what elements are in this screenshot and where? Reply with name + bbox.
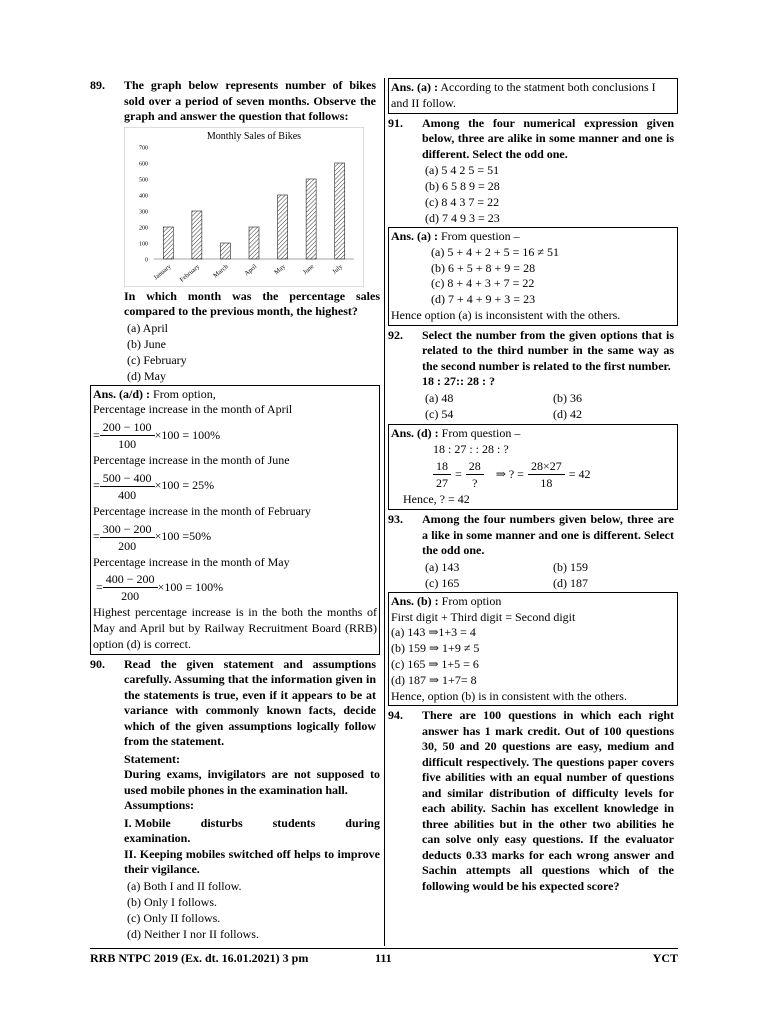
- option[interactable]: (a) 143: [425, 559, 460, 574]
- numerator: 300 − 200: [100, 521, 155, 538]
- question-text: Select the number from the given options that is related to the third number in the same way as the second number is related to the first number.: [422, 327, 674, 373]
- answer-conclusion: Hence, ? = 42: [403, 492, 470, 507]
- formula-april: = $\frac{200 - 100}{100}$ ×100 = 100%: [93, 420, 221, 452]
- equals-sign: =: [455, 467, 462, 482]
- question-89-prompt: In which month was the percentage sales compared to the previous month, the highest?: [124, 288, 380, 318]
- question-text: Read the given statement and assumptions carefully. Assuming that the information given in the statements is true, even if it appears to be at variance with commonly known facts, decide which of the given assumptions logically follow from the statement.: [124, 656, 376, 749]
- option[interactable]: (d) May: [127, 368, 166, 383]
- option[interactable]: (a) 5 4 2 5 = 51: [425, 163, 500, 178]
- answer-label: Ans. (a/d) :: [93, 386, 151, 401]
- answer-label: Ans. (a) :: [391, 229, 438, 244]
- answer-intro: From question –: [438, 229, 520, 244]
- options-91: [388, 162, 678, 226]
- assumptions-heading: Assumptions:: [124, 798, 195, 813]
- answer-line: (b) 159 ⇒ 1+9 ≠ 5: [391, 641, 480, 656]
- option[interactable]: (d) 187: [553, 575, 588, 590]
- footer-exam-name: RRB NTPC 2019 (Ex. dt. 16.01.2021) 3 pm: [90, 951, 309, 965]
- bar-april: [249, 227, 259, 259]
- answer-intro: From option: [438, 593, 502, 608]
- formula-result: ×100 = 100%: [154, 427, 221, 442]
- numerator: 200 − 100: [100, 419, 155, 436]
- question-text: Among the four numbers given below, three are a like in some manner and one is different. Select the odd one.: [422, 512, 674, 558]
- answer-line: Percentage increase in the month of April: [93, 402, 293, 417]
- chart-title: Monthly Sales of Bikes: [206, 130, 302, 142]
- option[interactable]: (c) 54: [425, 406, 454, 421]
- x-tick-label: July: [331, 262, 344, 276]
- answer-91: [388, 227, 678, 326]
- option[interactable]: (a) April: [127, 320, 168, 335]
- y-tick-label: 100: [139, 241, 148, 247]
- assumption-1: [124, 816, 380, 832]
- numerator: 400 − 200: [103, 571, 158, 588]
- answer-90: [388, 78, 678, 114]
- question-text: Among the four numerical expression given below, three are alike in some manner and one is different. Select the odd one.: [422, 115, 674, 161]
- x-tick-label: April: [243, 262, 259, 277]
- formula-result: ×100 = 100%: [157, 580, 224, 595]
- denominator: 400: [118, 487, 137, 502]
- answer-line: (d) 7 + 4 + 9 + 3 = 23: [431, 292, 536, 307]
- option[interactable]: (d) 42: [553, 406, 582, 421]
- option[interactable]: (b) 159: [553, 559, 588, 574]
- bar-july: [335, 163, 345, 259]
- numerator: 18: [433, 458, 451, 475]
- x-tick-label: May: [273, 262, 287, 276]
- x-tick-label: March: [212, 262, 230, 279]
- answer-rule: First digit + Third digit = Second digit: [391, 609, 576, 624]
- answer-formula: [433, 457, 675, 492]
- chart-frame: [124, 127, 364, 287]
- answer-93: [388, 592, 678, 707]
- y-tick-label: 200: [139, 225, 148, 231]
- denominator: ?: [472, 476, 478, 491]
- question-text: The graph below represents number of bikes sold over a period of seven months. Observe the graph and answer the question that follows:: [124, 78, 376, 123]
- assumption-word: students: [272, 815, 316, 830]
- question-number: 93.: [388, 512, 403, 527]
- chart-svg: [124, 127, 364, 287]
- bar-february: [192, 211, 202, 259]
- question-series: 18 : 27:: 28 : ?: [422, 374, 495, 389]
- option[interactable]: (a) 48: [425, 390, 454, 405]
- numerator: 28: [466, 458, 484, 475]
- footer-publisher: YCT: [652, 951, 678, 965]
- y-tick-label: 700: [139, 145, 148, 151]
- bar-may: [278, 195, 288, 259]
- answer-intro: From question –: [438, 425, 521, 440]
- assumption-1-end: examination.: [124, 831, 191, 846]
- question-89: [90, 78, 380, 125]
- formula-may: = $\frac{400 - 200}{200}$ ×100 = 100%: [93, 572, 224, 604]
- question-90: [90, 657, 380, 750]
- answer-conclusion: Hence, option (b) is in consistent with the others.: [391, 688, 627, 703]
- x-tick-label: June: [301, 262, 316, 276]
- option[interactable]: (a) Both I and II follow.: [127, 878, 242, 893]
- options-92: [425, 390, 678, 422]
- y-tick-label: 400: [139, 193, 148, 199]
- answer-line: (c) 8 + 4 + 3 + 7 = 22: [431, 276, 535, 291]
- question-number: 94.: [388, 708, 403, 723]
- answer-line: 18 : 27 : : 28 : ?: [433, 441, 509, 456]
- answer-line: (a) 143 ⇒1+3 = 4: [391, 625, 476, 640]
- answer-label: Ans. (d) :: [391, 425, 439, 440]
- question-93: [388, 512, 678, 559]
- answer-92: [388, 424, 678, 510]
- left-column: [90, 78, 380, 942]
- implies-sign: ⇒ ? =: [495, 467, 524, 482]
- bar-january: [163, 227, 173, 259]
- y-tick-label: 0: [145, 257, 148, 263]
- x-tick-label: February: [178, 262, 202, 284]
- option[interactable]: (c) Only II follows.: [127, 910, 221, 925]
- answer-line: (d) 187 ⇒ 1+7= 8: [391, 672, 477, 687]
- page-number: 111: [375, 951, 392, 965]
- option[interactable]: (d) Neither I nor II follows.: [127, 926, 259, 941]
- answer-89: [90, 385, 380, 655]
- answer-line: (c) 165 ⇒ 1+5 = 6: [391, 656, 479, 671]
- options-89: [90, 320, 380, 384]
- answer-label: Ans. (b) :: [391, 593, 439, 608]
- bar-march: [220, 243, 230, 259]
- denominator: 200: [121, 589, 140, 604]
- answer-line: Percentage increase in the month of May: [93, 554, 290, 569]
- column-divider: [384, 78, 385, 946]
- formula-result: ×100 =50%: [154, 529, 212, 544]
- question-number: 90.: [90, 656, 105, 671]
- page-footer: [90, 948, 678, 966]
- question-number: 89.: [90, 78, 105, 92]
- question-number: 92.: [388, 327, 403, 342]
- numerator: 500 − 400: [100, 470, 155, 487]
- denominator: 200: [118, 538, 137, 553]
- denominator: 18: [540, 476, 553, 491]
- y-tick-label: 600: [139, 161, 148, 167]
- option[interactable]: (b) 6 5 8 9 = 28: [425, 179, 500, 194]
- statement-text: During exams, invigilators are not supposed to used mobile phones in the examination hall.: [124, 767, 380, 797]
- option[interactable]: (c) February: [127, 352, 187, 367]
- answer-line: Percentage increase in the month of February: [93, 503, 311, 518]
- option[interactable]: (d) 7 4 9 3 = 23: [425, 211, 500, 226]
- answer-line: (a) 5 + 4 + 2 + 5 = 16 ≠ 51: [431, 244, 559, 259]
- answer-line: (b) 6 + 5 + 8 + 9 = 28: [431, 260, 536, 275]
- answer-intro: From option,: [150, 386, 216, 401]
- denominator: 27: [436, 476, 448, 491]
- option[interactable]: (c) 8 4 3 7 = 22: [425, 195, 500, 210]
- answer-label: Ans. (a) :: [391, 80, 438, 94]
- formula-result: ×100 = 25%: [154, 478, 215, 493]
- y-tick-label: 300: [139, 209, 148, 215]
- right-column: [388, 78, 678, 894]
- statement-heading: Statement:: [124, 751, 180, 766]
- numerator: 28×27: [528, 458, 565, 475]
- option[interactable]: (b) June: [127, 336, 166, 351]
- assumption-word: I. Mobile: [124, 815, 171, 830]
- assumption-word: disturbs: [200, 815, 243, 830]
- option[interactable]: (c) 165: [425, 575, 460, 590]
- bar-chart: [124, 127, 364, 287]
- answer-conclusion: Hence option (a) is inconsistent with the others.: [391, 308, 621, 323]
- options-90: [90, 878, 380, 942]
- answer-conclusion: Highest percentage increase is in the both the months of May and April but by Railway Recruitment Board (RRB) option (d) is correct.: [93, 605, 377, 652]
- bar-june: [306, 179, 316, 259]
- question-92: [388, 328, 678, 375]
- formula-february: = $\frac{300 - 200}{200}$ ×100 =50%: [93, 521, 212, 553]
- assumption-word: during: [345, 815, 380, 830]
- question-text: There are 100 questions in which each right answer has 1 mark credit. Out of 100 questions 30, 50 and 20 questions are easy, medium and difficult respectively. The questions paper covers five abilities with an equal number of questions and similar distribution of difficulty levels for each ability. Sachin has excellent knowledge in three abilities but in the other two abilities he can solve only easy questions. If the evaluator deducts 0.33 marks for each wrong answer and Sachin attempts all questions which of the following would be his expected score?: [422, 708, 674, 893]
- question-94: [388, 708, 678, 894]
- formula-result: = 42: [568, 467, 591, 482]
- option[interactable]: (b) 36: [553, 390, 582, 405]
- options-93: [425, 559, 678, 591]
- formula-june: = $\frac{500 - 400}{400}$ ×100 = 25%: [93, 470, 215, 502]
- answer-line: Percentage increase in the month of June: [93, 453, 290, 468]
- answer-text: According to the statment both conclusions I and II follow.: [391, 80, 656, 110]
- y-tick-label: 500: [139, 177, 148, 183]
- assumption-2: II. Keeping mobiles switched off helps to improve their vigilance.: [124, 846, 380, 877]
- denominator: 100: [118, 437, 137, 452]
- option[interactable]: (b) Only I follows.: [127, 894, 217, 909]
- question-number: 91.: [388, 115, 403, 130]
- x-tick-label: January: [152, 262, 173, 282]
- question-91: [388, 116, 678, 163]
